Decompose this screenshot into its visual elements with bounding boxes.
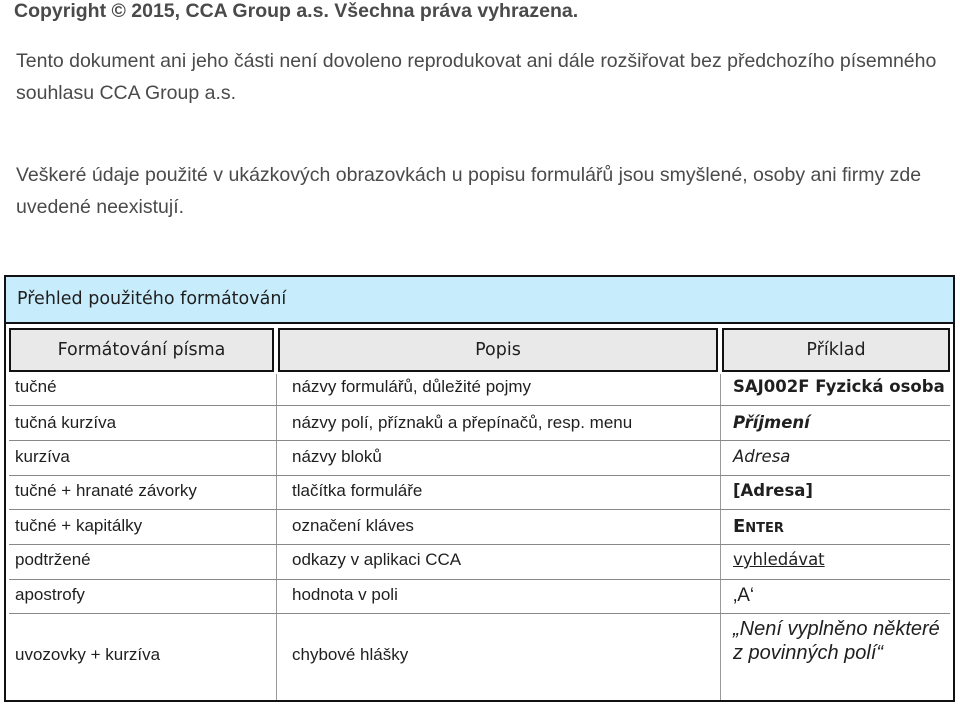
description-cell: názvy formulářů, důležité pojmy (292, 377, 532, 396)
format-cell: tučné + kapitálky (15, 516, 143, 535)
column-divider (720, 374, 721, 700)
header-example: Příklad (722, 328, 950, 372)
key-rest: NTER (745, 521, 784, 536)
description-cell: názvy polí, příznaků a přepínačů, resp. menu (292, 413, 633, 432)
format-cell: tučná kurzíva (15, 413, 117, 432)
reproduction-notice: Tento dokument ani jeho části není dovoleno reprodukovat ani dále rozšiřovat bez předchozího písemného souhlasu CCA Group a.s. (16, 50, 937, 104)
row-separator (9, 544, 950, 545)
example-cell: Adresa (733, 447, 791, 466)
format-cell: tučné (15, 377, 57, 396)
example-cell: Příjmení (733, 413, 810, 432)
example-cell: ‚A‘ (733, 585, 755, 606)
row-separator (9, 440, 950, 441)
description-cell: hodnota v poli (292, 585, 398, 604)
row-separator (9, 509, 950, 510)
row-separator (9, 405, 950, 406)
example-cell: [Adresa] (733, 481, 813, 500)
example-cell: SAJ002F Fyzická osoba (733, 377, 945, 396)
fictional-data-notice: Veškeré údaje použité v ukázkových obrazovkách u popisu formulářů jsou smyšlené, osoby ani firmy zde uvedené neexistují. (16, 164, 922, 218)
example-cell (733, 516, 784, 537)
description-cell: názvy bloků (292, 447, 382, 466)
example-cell: „Není vyplněno některé z povinných polí“ (733, 618, 940, 664)
copyright-notice: Copyright © 2015, CCA Group a.s. Všechna práva vyhrazena. (14, 0, 579, 22)
format-cell: tučné + hranaté závorky (15, 481, 197, 500)
format-cell: uvozovky + kurzíva (15, 645, 161, 664)
description-cell: odkazy v aplikaci CCA (292, 550, 462, 569)
header-format: Formátování písma (9, 328, 274, 372)
example-link[interactable]: vyhledávat (733, 550, 825, 569)
column-divider (276, 374, 277, 700)
row-separator (9, 613, 950, 614)
description-cell: označení kláves (292, 516, 414, 535)
row-separator (9, 475, 950, 476)
table-title: Přehled použitého formátování (6, 277, 953, 324)
format-cell: apostrofy (15, 585, 85, 604)
description-cell: tlačítka formuláře (292, 481, 423, 500)
formatting-table (4, 275, 955, 702)
description-cell: chybové hlášky (292, 645, 409, 664)
format-cell: podtržené (15, 550, 91, 569)
row-separator (9, 579, 950, 580)
format-cell: kurzíva (15, 447, 70, 466)
header-description: Popis (278, 328, 718, 372)
key-initial: E (733, 516, 746, 537)
